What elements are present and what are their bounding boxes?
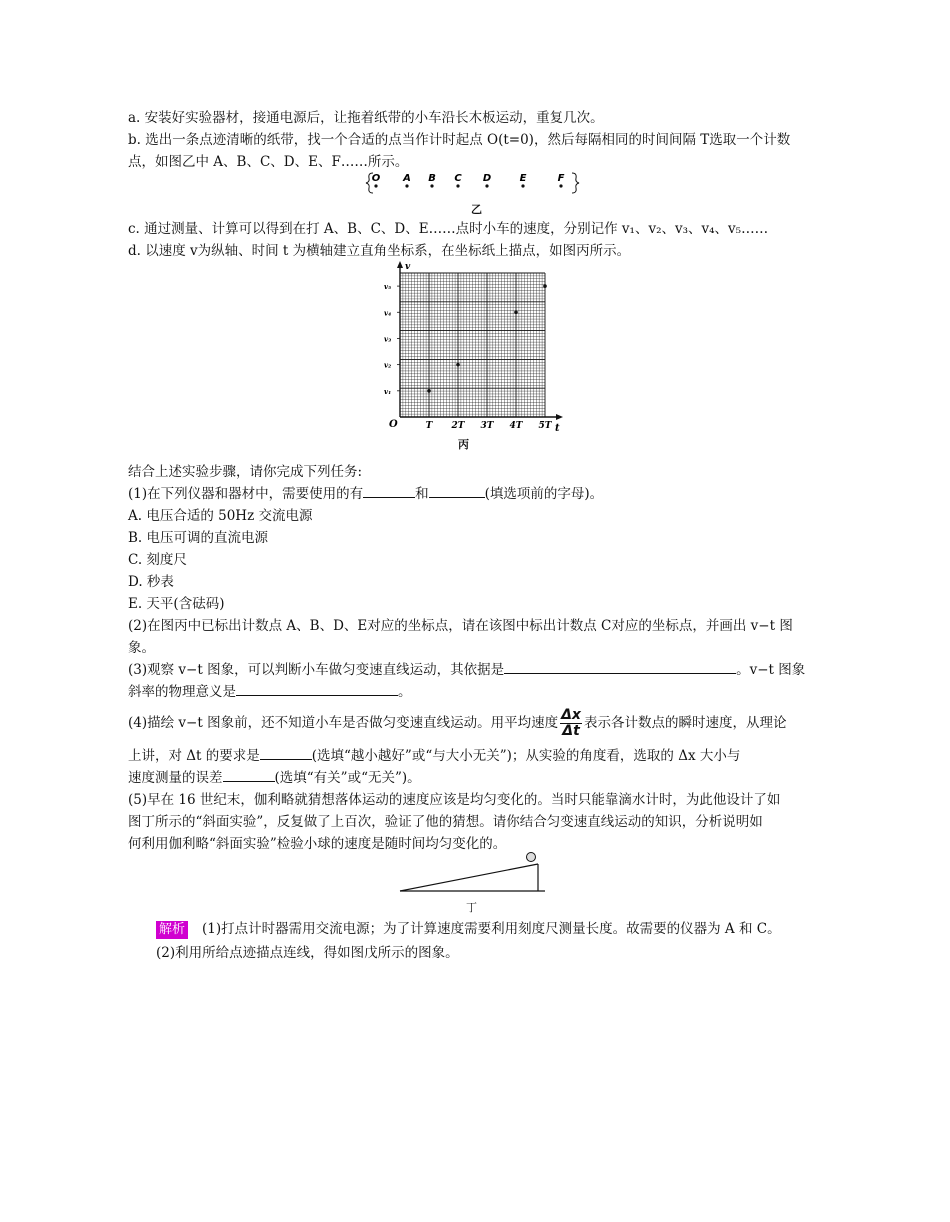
question-4-line3 <box>128 767 828 789</box>
tape-dot <box>430 184 433 187</box>
q4-text-e: 速度测量的误差 <box>128 770 223 786</box>
option-c: C. 刻度尺 <box>128 552 187 568</box>
q3-text-c: 斜率的物理意义是 <box>128 684 236 700</box>
solution-tag: 解析 <box>156 921 188 939</box>
tape-dot <box>374 184 377 187</box>
q3-text-d: 。 <box>398 684 412 700</box>
question-2-line2: 象。 <box>128 640 155 656</box>
average-velocity-fraction <box>560 708 582 739</box>
solution-text-1: (1)打点计时器需用交流电源；为了计算速度需要利用刻度尺测量长度。故需要的仪器为 A 和 C。 <box>202 921 781 937</box>
q3-text-a: (3)观察 v−t 图象，可以判断小车做匀变速直线运动，其依据是 <box>128 662 505 678</box>
y-tick-label: v₂ <box>384 360 392 370</box>
y-axis-arrow-icon <box>397 261 403 268</box>
q1-blank-2[interactable] <box>429 483 485 498</box>
data-point <box>427 389 431 393</box>
tape-point-label: F <box>557 173 565 184</box>
tape-dot <box>521 184 524 187</box>
q4-blank-1[interactable] <box>260 745 312 760</box>
x-tick-label: 5T <box>538 421 552 431</box>
question-3-line2 <box>128 681 828 703</box>
q4-text-c: 上讲，对 Δt 的要求是 <box>128 748 260 764</box>
q1-blank-1[interactable] <box>363 483 415 498</box>
tape-dot <box>559 184 562 187</box>
tasks-intro: 结合上述实验步骤，请你完成下列任务: <box>128 464 363 480</box>
y-axis-label: v <box>405 262 411 272</box>
q4-blank-2[interactable] <box>223 767 275 782</box>
option-d: D. 秒表 <box>128 574 174 590</box>
question-5-line2: 图丁所示的“斜面实验”，反复做了上百次，验证了他的猜想。请你结合匀变速直线运动的知识，分析说明如 <box>128 814 763 830</box>
q4-text-d: (选填“越小越好”或“与大小无关”)；从实验的角度看，选取的 Δx 大小与 <box>311 748 741 764</box>
solution-line1 <box>156 918 856 940</box>
step-c: c. 通过测量、计算可以得到在打 A、B、C、D、E……点时小车的速度，分别记作 v₁、v₂、v₃、v₄、v₅…… <box>128 221 769 237</box>
tape-dot <box>485 184 488 187</box>
tape-point-label: C <box>454 173 462 184</box>
tape-point-label: B <box>428 173 436 184</box>
incline-experiment-figure <box>398 850 548 895</box>
fraction-denominator: Δt <box>562 723 580 739</box>
y-tick-label: v₅ <box>384 282 392 292</box>
q4-text-a: (4)描绘 v−t 图象前，还不知道小车是否做匀变速直线运动。用平均速度 <box>128 715 559 731</box>
tape-point-label: O <box>371 173 381 184</box>
x-tick-label: T <box>425 421 433 431</box>
question-3-line1 <box>128 659 828 681</box>
tape-point-label: D <box>482 173 492 184</box>
option-e: E. 天平(含砝码) <box>128 596 225 612</box>
velocity-time-graph <box>380 260 570 435</box>
tape-caption: 乙 <box>471 203 482 216</box>
tape-point-label: A <box>403 173 411 184</box>
step-b-line1: b. 选出一条点迹清晰的纸带，找一个合适的点当作计时起点 O(t=0)，然后每隔相同的时间间隔 T选取一个计数 <box>128 132 791 148</box>
data-point <box>514 310 518 314</box>
x-tick-label: 2T <box>451 421 465 431</box>
data-point <box>543 284 547 288</box>
data-point <box>456 363 460 367</box>
tape-dot <box>456 184 459 187</box>
question-5-line3: 何利用伽利略“斜面实验”检验小球的速度是随时间均匀变化的。 <box>128 836 507 852</box>
incline-slope <box>400 864 538 891</box>
graph-origin-label: O <box>389 419 398 430</box>
q4-text-f: (选填“有关”或“无关”)。 <box>274 770 421 786</box>
question-5-line1: (5)早在 16 世纪末，伽利略就猜想落体运动的速度应该是均匀变化的。当时只能靠滴水计时，为此他设计了如 <box>128 792 781 808</box>
x-axis-arrow-icon <box>556 414 563 420</box>
option-a: A. 电压合适的 50Hz 交流电源 <box>128 508 313 524</box>
option-b: B. 电压可调的直流电源 <box>128 530 269 546</box>
step-a: a. 安装好实验器材，接通电源后，让拖着纸带的小车沿长木板运动，重复几次。 <box>128 110 604 126</box>
step-d: d. 以速度 v为纵轴、时间 t 为横轴建立直角坐标系，在坐标纸上描点，如图丙所示。 <box>128 243 631 259</box>
q1-text-c: (填选项前的字母)。 <box>484 486 604 502</box>
x-axis-label: t <box>555 423 560 434</box>
q1-text-a: (1)在下列仪器和器材中，需要使用的有 <box>128 486 364 502</box>
fraction-numerator: Δx <box>561 707 581 723</box>
q3-blank-1[interactable] <box>504 659 736 674</box>
y-tick-label: v₁ <box>384 386 392 396</box>
step-b-line2: 点，如图乙中 A、B、C、D、E、F……所示。 <box>128 154 409 170</box>
tape-point-label: E <box>519 173 527 184</box>
ball-icon <box>527 853 536 862</box>
question-4-line1 <box>128 706 828 740</box>
q3-text-b: 。v−t 图象 <box>736 662 806 678</box>
solution-line2: (2)利用所给点迹描点连线，得如图戊所示的图象。 <box>156 945 459 961</box>
question-2-line1: (2)在图丙中已标出计数点 A、B、D、E对应的坐标点，请在该图中标出计数点 C对应的坐标点，并画出 v−t 图 <box>128 618 793 634</box>
x-tick-label: 3T <box>480 421 494 431</box>
tape-dot <box>405 184 408 187</box>
q1-text-b: 和 <box>415 486 429 502</box>
y-tick-label: v₄ <box>384 308 392 318</box>
q4-text-b: 表示各计数点的瞬时速度，从理论 <box>583 715 787 731</box>
paper-tape-figure <box>365 170 580 196</box>
incline-caption: 丁 <box>466 901 477 914</box>
x-tick-label: 4T <box>509 421 523 431</box>
y-tick-label: v₃ <box>384 334 392 344</box>
question-4-line2 <box>128 745 828 767</box>
question-1 <box>128 483 828 505</box>
q3-blank-2[interactable] <box>236 681 398 696</box>
graph-caption: 丙 <box>458 438 469 451</box>
